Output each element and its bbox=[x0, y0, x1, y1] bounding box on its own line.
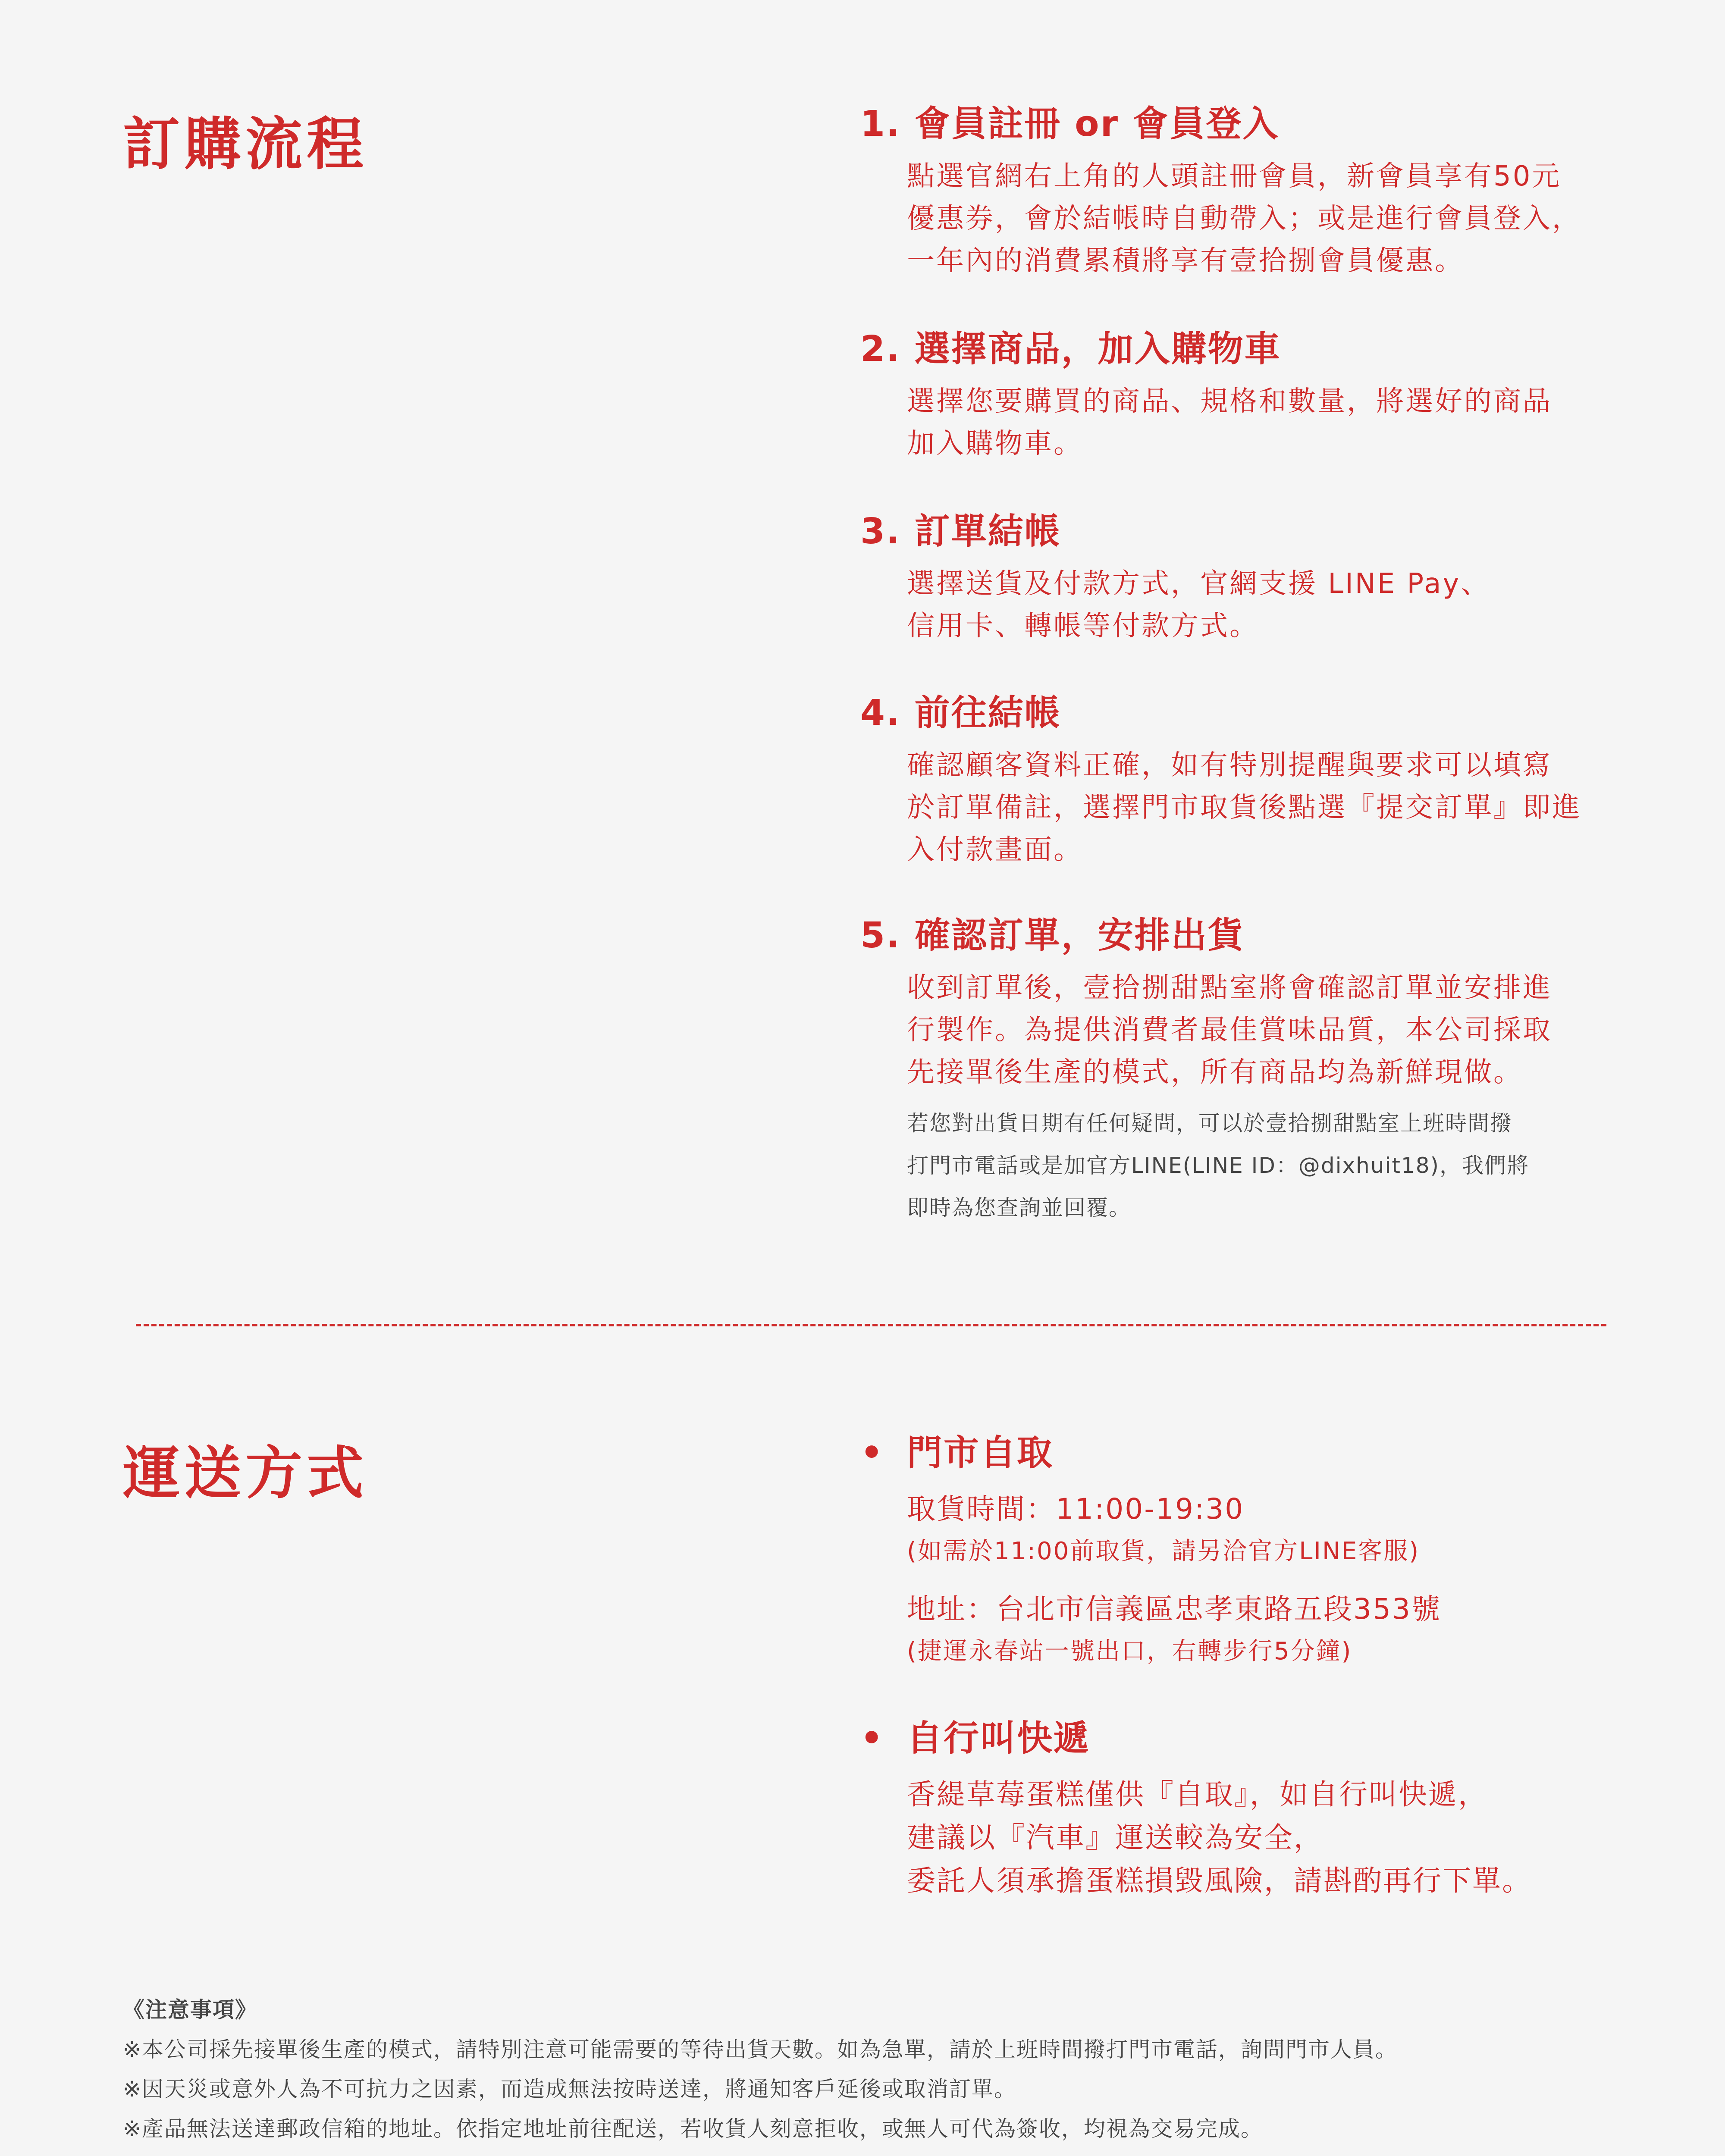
order-step-5 bbox=[860, 914, 1645, 1229]
pickup-hours-note: (如需於11:00前取貨，請另洽官方LINE客服) bbox=[907, 1537, 1420, 1565]
order-step-2 bbox=[860, 328, 1645, 465]
courier-text: 委託人須承擔蛋糕損毀風險，請斟酌再行下單。 bbox=[907, 1864, 1532, 1897]
store-pickup bbox=[860, 1432, 1645, 1672]
courier-title: 自行叫快遞 bbox=[907, 1718, 1091, 1759]
notice-item bbox=[123, 2149, 1632, 2156]
notice-item: ※本公司採先接單後生產的模式，請特別注意可能需要的等待出貨天數。如為急單，請於上班時間撥打門市電話，詢問門市人員。 bbox=[123, 2037, 1398, 2062]
step-title: 2. 選擇商品，加入購物車 bbox=[860, 329, 1281, 370]
courier-text: 建議以『汽車』運送較為安全， bbox=[907, 1821, 1324, 1854]
step-text: 確認顧客資料正確，如有特別提醒與要求可以填寫 bbox=[907, 749, 1552, 781]
order-step-4 bbox=[860, 692, 1645, 871]
step-text: 於訂單備註，選擇門市取貨後點選『提交訂單』即進 bbox=[907, 792, 1581, 824]
store-address-note: (捷運永春站一號出口，右轉步行5分鐘) bbox=[907, 1637, 1352, 1665]
step-text: 行製作。為提供消費者最佳賞味品質，本公司採取 bbox=[907, 1014, 1552, 1046]
courier-text: 香緹草莓蛋糕僅供『自取』，如自行叫快遞， bbox=[907, 1778, 1488, 1811]
notice-item: ※因天災或意外人為不可抗力之因素，而造成無法按時送達，將通知客戶延後或取消訂單。 bbox=[123, 2077, 1016, 2102]
step-text: 入付款畫面。 bbox=[907, 834, 1083, 866]
inquiry-note: 即時為您查詢並回覆。 bbox=[907, 1195, 1131, 1220]
step-text: 選擇您要購買的商品、規格和數量，將選好的商品 bbox=[907, 385, 1552, 417]
order-step-1 bbox=[860, 103, 1645, 282]
step-title: 5. 確認訂單，安排出貨 bbox=[860, 915, 1245, 956]
store-pickup-title: 門市自取 bbox=[907, 1432, 1054, 1473]
step-text: 選擇送貨及付款方式，官網支援 LINE Pay、 bbox=[907, 568, 1490, 600]
inquiry-note: 若您對出貨日期有任何疑問，可以於壹拾捌甜點室上班時間撥 bbox=[907, 1111, 1512, 1136]
step-text: 信用卡、轉帳等付款方式。 bbox=[907, 610, 1259, 642]
step-text: 先接單後生產的模式，所有商品均為新鮮現做。 bbox=[907, 1056, 1523, 1088]
notice-item: ※產品無法送達郵政信箱的地址。依指定地址前往配送，若收貨人刻意拒收，或無人可代為簽收，均視為交易完成。 bbox=[123, 2116, 1263, 2141]
step-title: 1. 會員註冊 or 會員登入 bbox=[860, 103, 1280, 144]
step-text: 收到訂單後，壹拾捌甜點室將會確認訂單並安排進 bbox=[907, 972, 1552, 1004]
pickup-hours: 取貨時間：11:00-19:30 bbox=[907, 1492, 1245, 1526]
shipping-methods-title: 運送方式 bbox=[123, 1440, 368, 1507]
inquiry-note: 打門市電話或是加官方LINE(LINE ID：@dixhuit18)，我們將 bbox=[907, 1153, 1530, 1178]
step-title: 4. 前往結帳 bbox=[860, 693, 1061, 733]
step-text: 優惠券，會於結帳時自動帶入；或是進行會員登入， bbox=[907, 203, 1581, 235]
store-address: 地址：台北市信義區忠孝東路五段353號 bbox=[907, 1592, 1441, 1626]
bullet-icon: • bbox=[860, 1718, 884, 1759]
notices bbox=[123, 1990, 1632, 2156]
step-title: 3. 訂單結帳 bbox=[860, 511, 1061, 552]
courier-delivery bbox=[860, 1717, 1645, 1902]
bullet-icon: • bbox=[860, 1432, 884, 1473]
order-step-3 bbox=[860, 510, 1645, 647]
notices-heading: 《注意事項》 bbox=[123, 1997, 257, 2022]
step-text: 加入購物車。 bbox=[907, 428, 1083, 460]
step-text: 一年內的消費累積將享有壹拾捌會員優惠。 bbox=[907, 245, 1464, 277]
section-divider bbox=[136, 1324, 1606, 1326]
order-process-title: 訂購流程 bbox=[123, 111, 368, 178]
step-text: 點選官網右上角的人頭註冊會員，新會員享有50元 bbox=[907, 160, 1562, 192]
